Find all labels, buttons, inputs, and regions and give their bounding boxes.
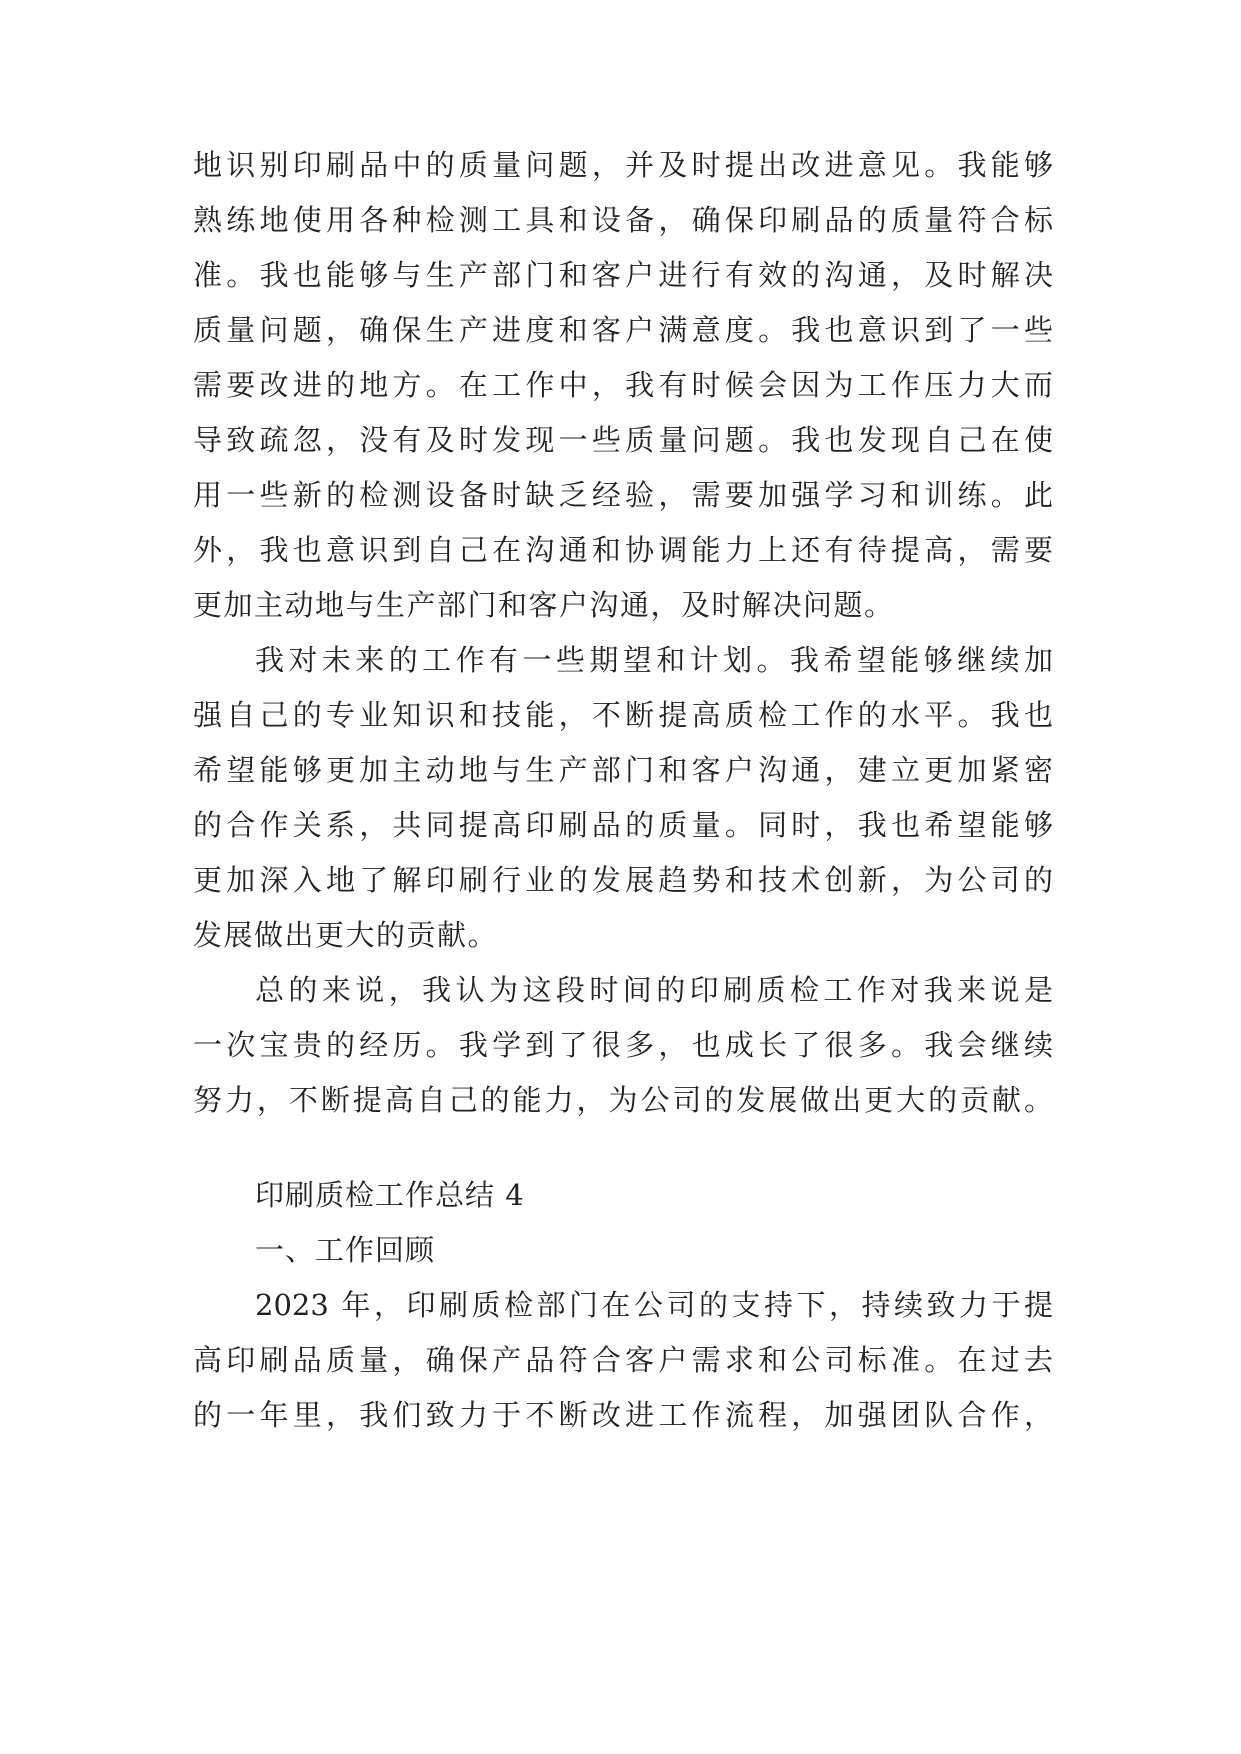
text-line: 熟练地使用各种检测工具和设备，确保印刷品的质量符合标 [193,203,1053,237]
text-line: 更加深入地了解印刷行业的发展趋势和技术创新，为公司的 [193,863,1053,897]
paragraph-first-line: 2023 年，印刷质检部门在公司的支持下，持续致力于提 [255,1288,1053,1322]
text-line: 努力，不断提高自己的能力，为公司的发展做出更大的贡献。 [193,1083,1053,1117]
text-line: 准。我也能够与生产部门和客户进行有效的沟通，及时解决 [193,258,1053,292]
paragraph-first-line: 总的来说，我认为这段时间的印刷质检工作对我来说是 [255,973,1053,1007]
text-line: 地识别印刷品中的质量问题，并及时提出改进意见。我能够 [193,148,1053,182]
text-line: 更加主动地与生产部门和客户沟通，及时解决问题。 [193,588,895,622]
text-line: 强自己的专业知识和技能，不断提高质检工作的水平。我也 [193,698,1053,732]
text-line: 高印刷品质量，确保产品符合客户需求和公司标准。在过去 [193,1343,1053,1377]
text-line: 外，我也意识到自己在沟通和协调能力上还有待提高，需要 [193,533,1053,567]
paragraph-first-line: 我对未来的工作有一些期望和计划。我希望能够继续加 [255,643,1053,677]
text-line: 的合作关系，共同提高印刷品的质量。同时，我也希望能够 [193,808,1053,842]
text-line: 希望能够更加主动地与生产部门和客户沟通，建立更加紧密 [193,753,1053,787]
text-line: 质量问题，确保生产进度和客户满意度。我也意识到了一些 [193,313,1053,347]
text-line: 导致疏忽，没有及时发现一些质量问题。我也发现自己在使 [193,423,1053,457]
text-line: 一次宝贵的经历。我学到了很多，也成长了很多。我会继续 [193,1028,1053,1062]
text-line: 的一年里，我们致力于不断改进工作流程，加强团队合作， [193,1398,1053,1432]
text-line: 需要改进的地方。在工作中，我有时候会因为工作压力大而 [193,368,1053,402]
text-line: 发展做出更大的贡献。 [193,918,499,952]
section-heading: 一、工作回顾 [255,1233,436,1267]
text-line: 用一些新的检测设备时缺乏经验，需要加强学习和训练。此 [193,478,1053,512]
section-title: 印刷质检工作总结 4 [255,1178,525,1212]
